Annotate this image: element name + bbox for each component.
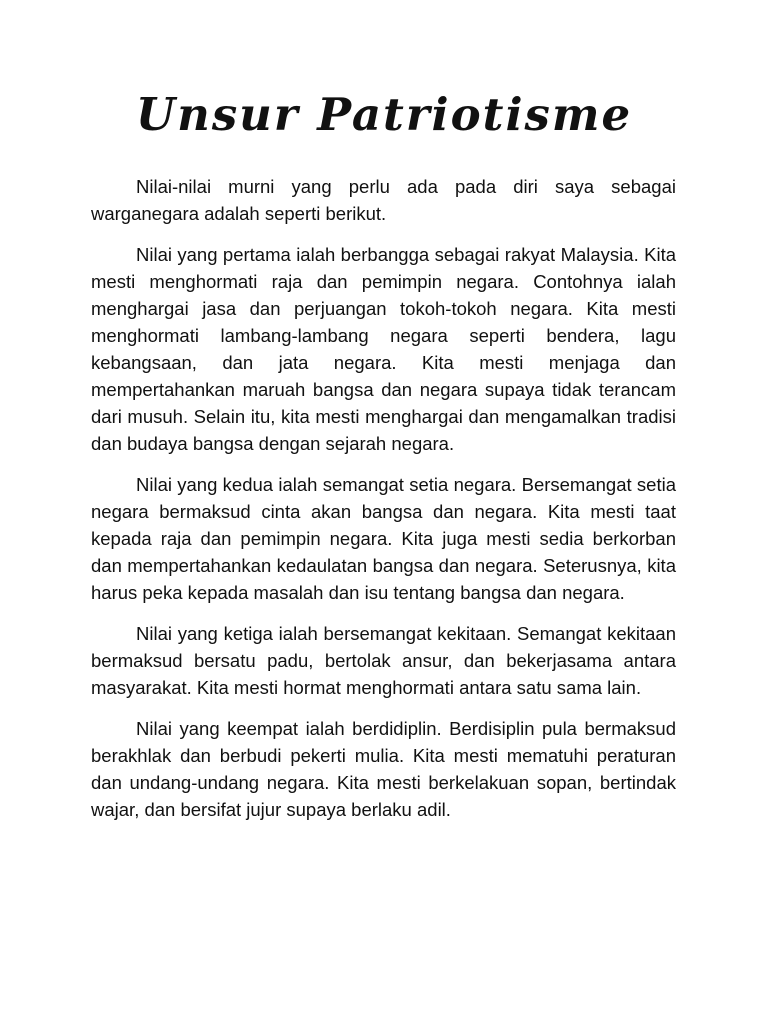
paragraph-first-value: Nilai yang pertama ialah berbangga sebagai rakyat Malaysia. Kita mesti menghormati raja dan pemimpin negara. Contohnya ialah menghargai jasa dan perjuangan tokoh-tokoh negara. Kita mesti menghormati lambang-lambang negara seperti bendera, lagu kebangsaan, dan jata negara. Kita mesti menjaga dan mempertahankan maruah bangsa dan negara supaya tidak terancam dari musuh. Selain itu, kita mesti menghargai dan mengamalkan tradisi dan budaya bangsa dengan sejarah negara. [91,244,676,454]
paragraph-second-value: Nilai yang kedua ialah semangat setia negara. Bersemangat setia negara bermaksud cinta akan bangsa dan negara. Kita mesti taat kepada raja dan pemimpin negara. Kita juga mesti sedia berkorban dan mempertahankan kedaulatan bangsa dan negara. Seterusnya, kita harus peka kepada masalah dan isu tentang bangsa dan negara. [91,474,676,603]
paragraph-intro: Nilai-nilai murni yang perlu ada pada diri saya sebagai warganegara adalah seperti berikut. [91,176,676,224]
document-title: Unsur Patriotisme [135,88,633,141]
paragraph-third-value: Nilai yang ketiga ialah bersemangat kekitaan. Semangat kekitaan bermaksud bersatu padu, bertolak ansur, dan bekerjasama antara masyarakat. Kita mesti hormat menghormati antara satu sama lain. [91,623,676,698]
paragraph-fourth-value: Nilai yang keempat ialah berdidiplin. Berdisiplin pula bermaksud berakhlak dan berbudi pekerti mulia. Kita mesti mematuhi peraturan dan undang-undang negara. Kita mesti berkelakuan sopan, bertindak wajar, dan bersifat jujur supaya berlaku adil. [91,718,676,820]
document-body [91,173,676,837]
